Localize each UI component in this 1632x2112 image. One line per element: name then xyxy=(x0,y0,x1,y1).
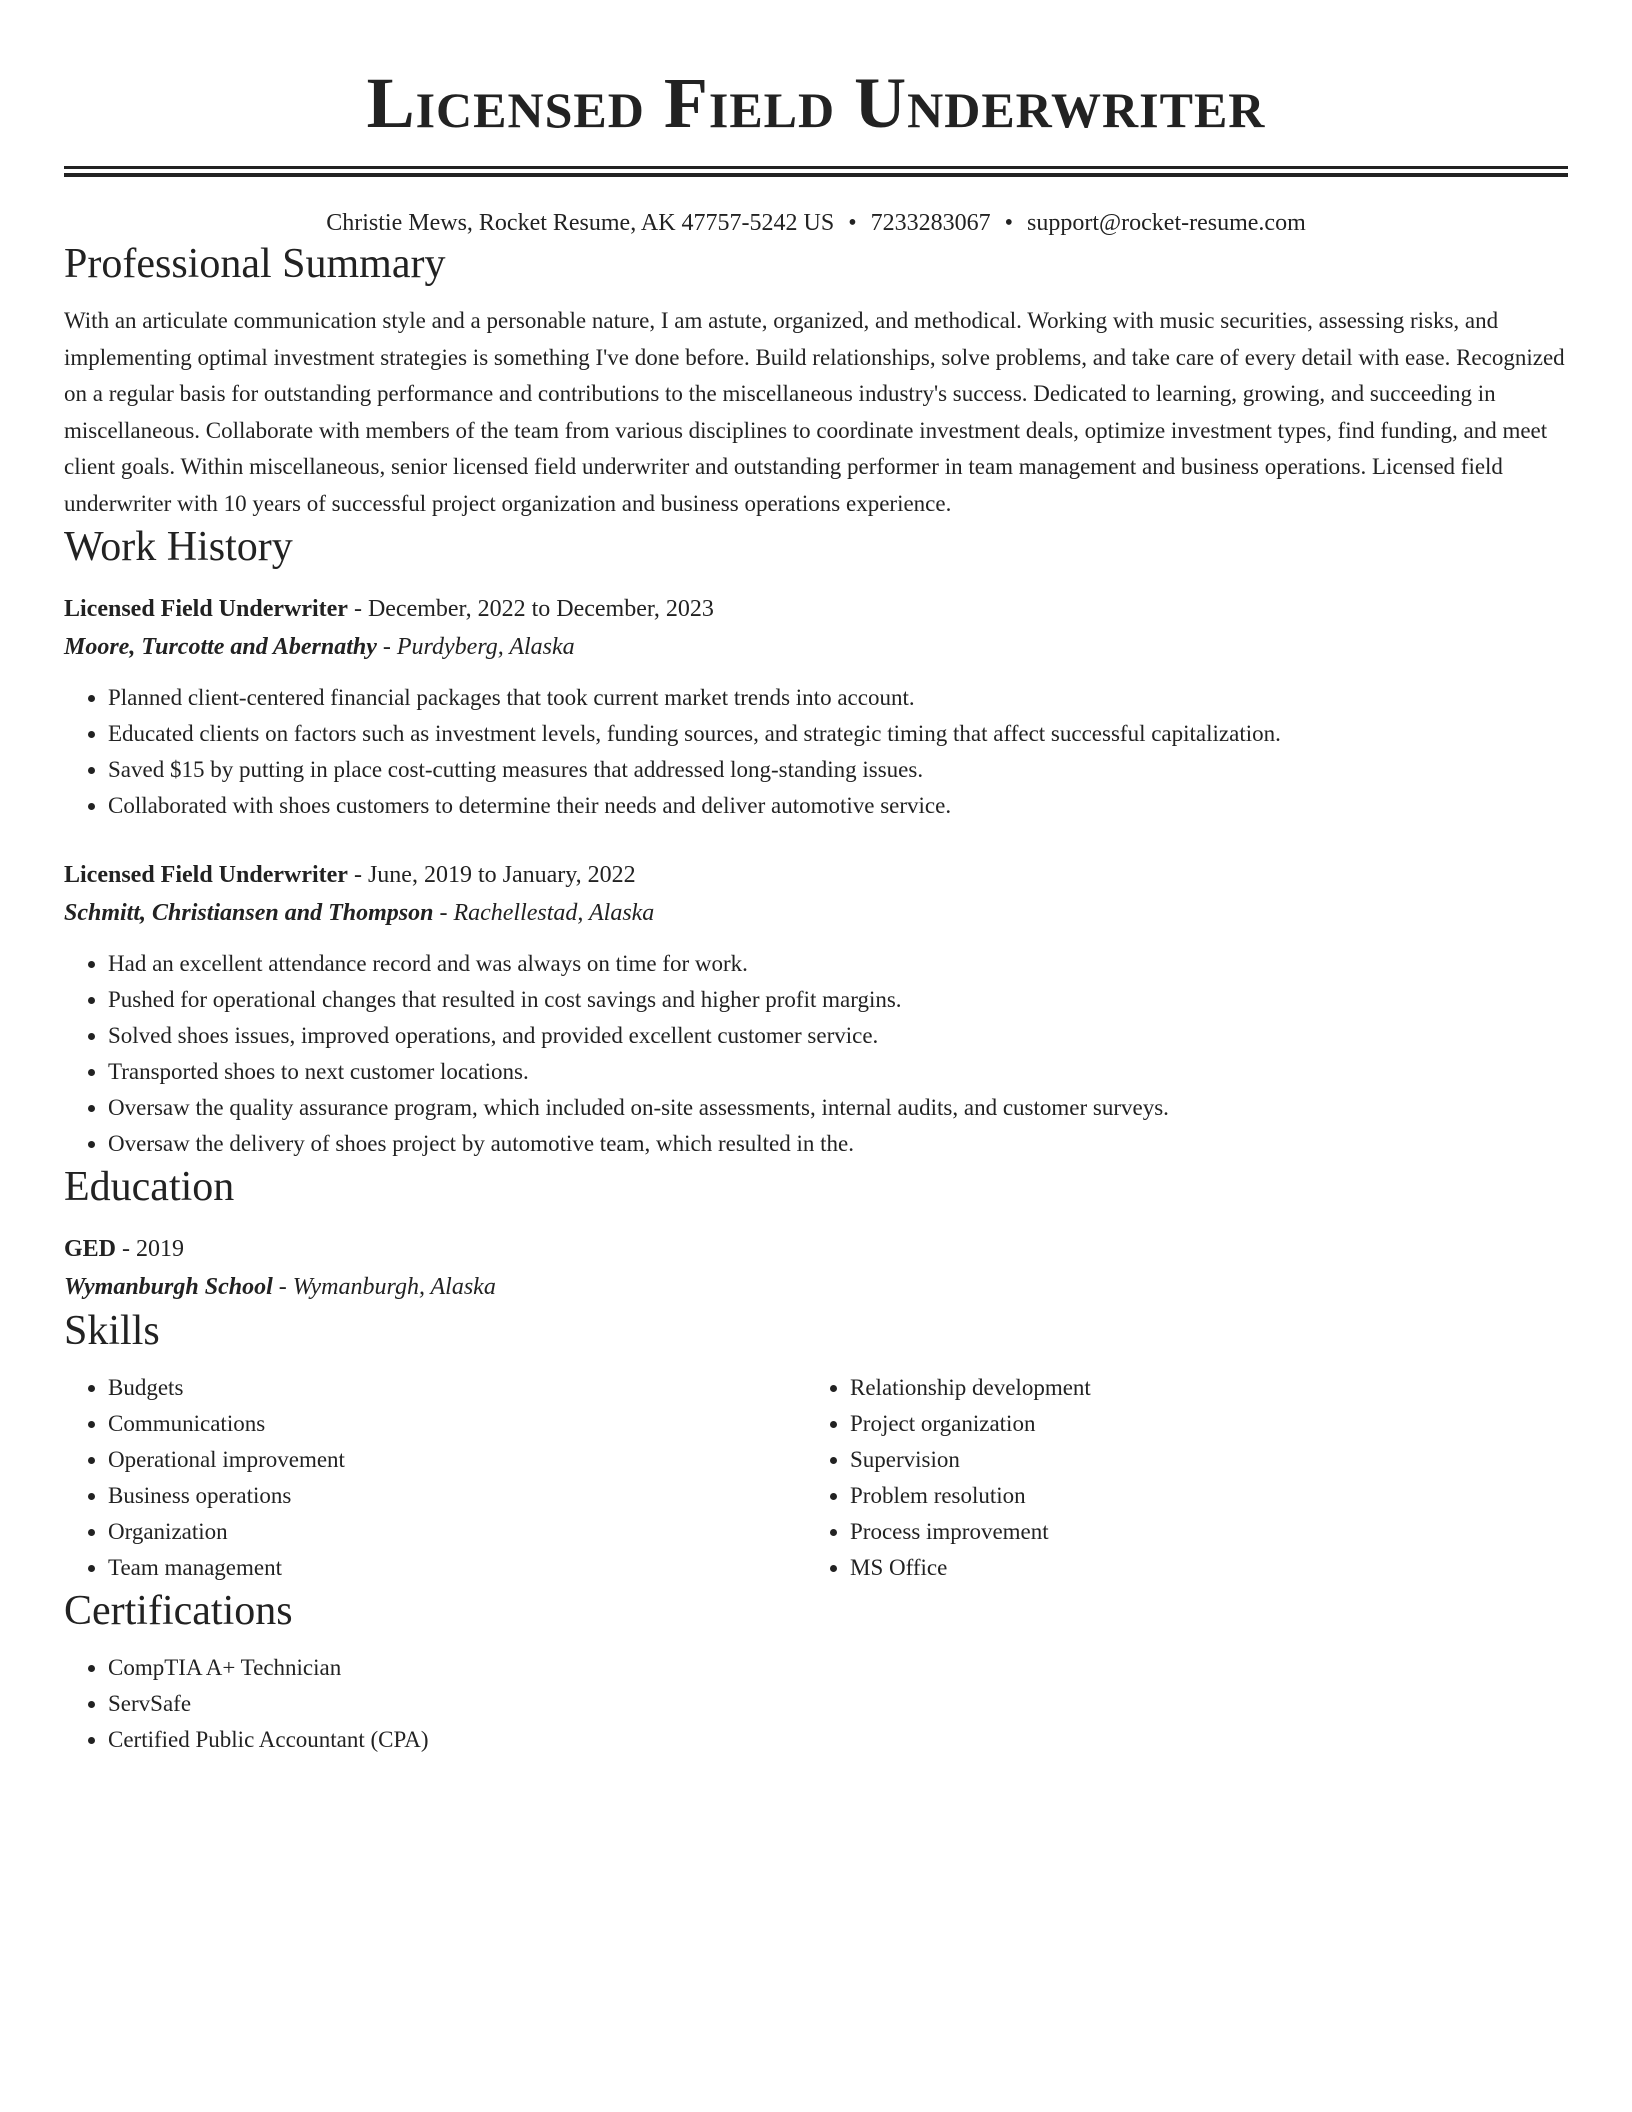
contact-phone: 7233283067 xyxy=(870,210,991,236)
summary-text: With an articulate communication style and a personable nature, I am astute, organized, and methodical. Working with music securities, assessing risks, and implementing optimal investment strategies is something I've done before. Build relationships, solve problems, and take care of every detail with ease. Recognized on a regular basis for outstanding performance and contributions to the miscellaneous industry's success. Dedicated to learning, growing, and succeeding in miscellaneous. Collaborate with members of the team from various disciplines to coordinate investment deals, optimize investment types, find funding, and meet client goals. Within miscellaneous, senior licensed field underwriter and outstanding performer in team management and business operations. Licensed field underwriter with 10 years of successful project organization and business operations experience. xyxy=(64,308,1565,516)
list-item: • Problem resolution xyxy=(850,1478,1568,1514)
job-bullets xyxy=(64,946,1568,1162)
list-item: • Transported shoes to next customer locations. xyxy=(108,1054,1568,1090)
list-item: • Process improvement xyxy=(850,1514,1568,1550)
certifications-heading: Certifications xyxy=(64,1588,293,1634)
list-item: • Pushed for operational changes that resulted in cost savings and higher profit margins. xyxy=(108,982,1568,1018)
job-title-line xyxy=(64,856,1568,894)
job-location: - Rachellestad, Alaska xyxy=(433,900,655,926)
degree-line xyxy=(64,1230,1568,1268)
job-role: Licensed Field Underwriter xyxy=(64,862,348,888)
job-company-line xyxy=(64,894,1568,932)
list-item: • MS Office xyxy=(850,1550,1568,1586)
skills-columns xyxy=(64,1370,1568,1586)
list-item: • Had an excellent attendance record and was always on time for work. xyxy=(108,946,1568,982)
list-item: • Educated clients on factors such as investment levels, funding sources, and strategic timing that affect successful capitalization. xyxy=(108,716,1568,752)
job-entry xyxy=(64,856,1568,1162)
school-line xyxy=(64,1268,1568,1306)
list-item: • Certified Public Accountant (CPA) xyxy=(108,1722,1568,1758)
list-item: • ServSafe xyxy=(108,1686,1568,1722)
job-company: Moore, Turcotte and Abernathy xyxy=(64,634,377,660)
list-item: • Organization xyxy=(108,1514,806,1550)
list-item: • Collaborated with shoes customers to determine their needs and deliver automotive service. xyxy=(108,788,1568,824)
summary-heading: Professional Summary xyxy=(64,241,446,287)
list-item: • Oversaw the quality assurance program, which included on-site assessments, internal audits, and customer surveys. xyxy=(108,1090,1568,1126)
job-entry xyxy=(64,590,1568,824)
school-name: Wymanburgh School xyxy=(64,1274,273,1300)
job-company-line xyxy=(64,628,1568,666)
list-item: • Supervision xyxy=(850,1442,1568,1478)
skills-list-left xyxy=(64,1370,806,1586)
job-role: Licensed Field Underwriter xyxy=(64,596,348,622)
list-item: • Planned client-centered financial packages that took current market trends into account. xyxy=(108,680,1568,716)
header-divider xyxy=(64,166,1568,177)
school-location: - Wymanburgh, Alaska xyxy=(272,1274,496,1300)
degree: GED xyxy=(64,1236,117,1262)
list-item: • Team management xyxy=(108,1550,806,1586)
job-title-line xyxy=(64,590,1568,628)
list-item: • Communications xyxy=(108,1406,806,1442)
contact-separator: • xyxy=(848,210,857,236)
work-history-heading: Work History xyxy=(64,524,293,570)
list-item: • CompTIA A+ Technician xyxy=(108,1650,1568,1686)
list-item: • Relationship development xyxy=(850,1370,1568,1406)
contact-address: Christie Mews, Rocket Resume, AK 47757-5242 US xyxy=(326,210,835,236)
education-entry xyxy=(64,1230,1568,1306)
job-bullets xyxy=(64,680,1568,824)
list-item: • Operational improvement xyxy=(108,1442,806,1478)
list-item: • Oversaw the delivery of shoes project by automotive team, which resulted in the. xyxy=(108,1126,1568,1162)
list-item: • Saved $15 by putting in place cost-cutting measures that addressed long-standing issues. xyxy=(108,752,1568,788)
skills-list-right xyxy=(806,1370,1568,1586)
skills-heading: Skills xyxy=(64,1308,160,1354)
contact-email: support@rocket-resume.com xyxy=(1027,210,1306,236)
list-item: • Solved shoes issues, improved operations, and provided excellent customer service. xyxy=(108,1018,1568,1054)
candidate-name: Licensed Field Underwriter xyxy=(366,63,1266,143)
degree-year: - 2019 xyxy=(116,1236,185,1262)
job-dates: - December, 2022 to December, 2023 xyxy=(347,596,714,622)
list-item: • Project organization xyxy=(850,1406,1568,1442)
contact-line xyxy=(64,207,1568,239)
list-item: • Business operations xyxy=(108,1478,806,1514)
job-company: Schmitt, Christiansen and Thompson xyxy=(64,900,434,926)
contact-separator: • xyxy=(1004,210,1014,236)
education-heading: Education xyxy=(64,1164,235,1210)
list-item: • Budgets xyxy=(108,1370,806,1406)
job-location: - Purdyberg, Alaska xyxy=(376,634,575,660)
job-dates: - June, 2019 to January, 2022 xyxy=(347,862,636,888)
certifications-list xyxy=(64,1650,1568,1758)
